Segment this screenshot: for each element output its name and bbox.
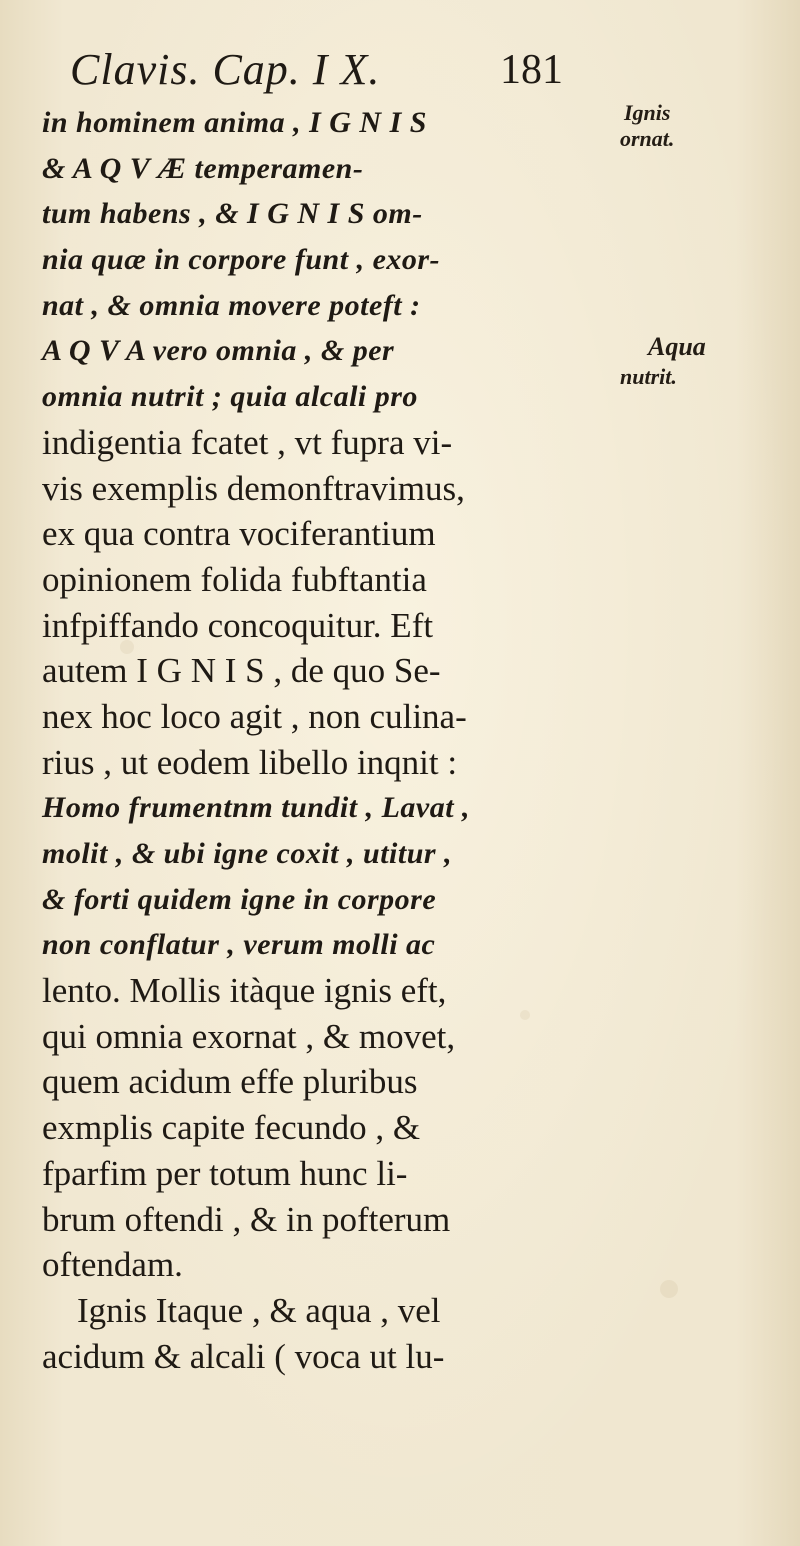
text-line: omnia nutrit ; quia alcali pro [42, 380, 418, 414]
text-line: non conflatur , verum molli ac [42, 928, 436, 962]
text-line: qui omnia exornat , & movet, [42, 1016, 456, 1056]
running-title: Clavis. Cap. I X. [70, 45, 381, 94]
text-line: molit , & ubi igne coxit , utitur , [42, 837, 453, 870]
text-line: tum habens , & I G N I S om- [42, 197, 423, 231]
text-line: infpiffando concoquitur. Eft [42, 605, 434, 645]
text-line: oftendam. [42, 1245, 183, 1285]
text-line: fparfim per totum hunc li- [42, 1153, 408, 1193]
text-line: vis exemplis demonftravimus, [42, 468, 465, 508]
text-line: Homo frumentnm tundit , Lavat , [42, 791, 471, 825]
margin-note-nutrit: nutrit. [620, 364, 677, 389]
text-line: nia quæ in corpore funt , exor- [42, 243, 441, 277]
text-line: & A Q V Æ temperamen- [42, 151, 364, 185]
body-text [42, 100, 622, 1379]
text-line: Ignis Itaque , & aqua , vel [77, 1290, 441, 1330]
page-number: 181 [500, 47, 563, 93]
text-line: & forti quidem igne in corpore [42, 882, 437, 916]
text-line: opinionem folida fubftantia [42, 559, 427, 599]
text-line: ex qua contra vociferantium [42, 514, 436, 554]
text-line: autem I G N I S , de quo Se- [42, 651, 441, 691]
text-line: rius , ut eodem libello inqnit : [42, 742, 458, 782]
text-line: brum oftendi , & in pofterum [42, 1199, 451, 1239]
text-line: in hominem anima , I G N I S [42, 106, 427, 139]
margin-note-aqua: Aqua [648, 332, 706, 361]
text-line: acidum & alcali ( voca ut lu- [42, 1336, 445, 1376]
text-line: nex hoc loco agit , non culina- [42, 696, 467, 736]
text-line: lento. Mollis itàque ignis eft, [42, 971, 447, 1011]
text-line: exmplis capite fecundo , & [42, 1108, 421, 1148]
text-line: A Q V A vero omnia , & per [42, 334, 395, 368]
text-line: nat , & omnia movere poteft : [42, 288, 421, 322]
margin-note-ignis: Ignis [624, 100, 671, 125]
margin-note-ornat: ornat. [620, 126, 675, 151]
page-header [70, 44, 570, 104]
text-line: indigentia fcatet , vt fupra vi- [42, 422, 453, 462]
text-line: quem acidum effe pluribus [42, 1062, 418, 1102]
